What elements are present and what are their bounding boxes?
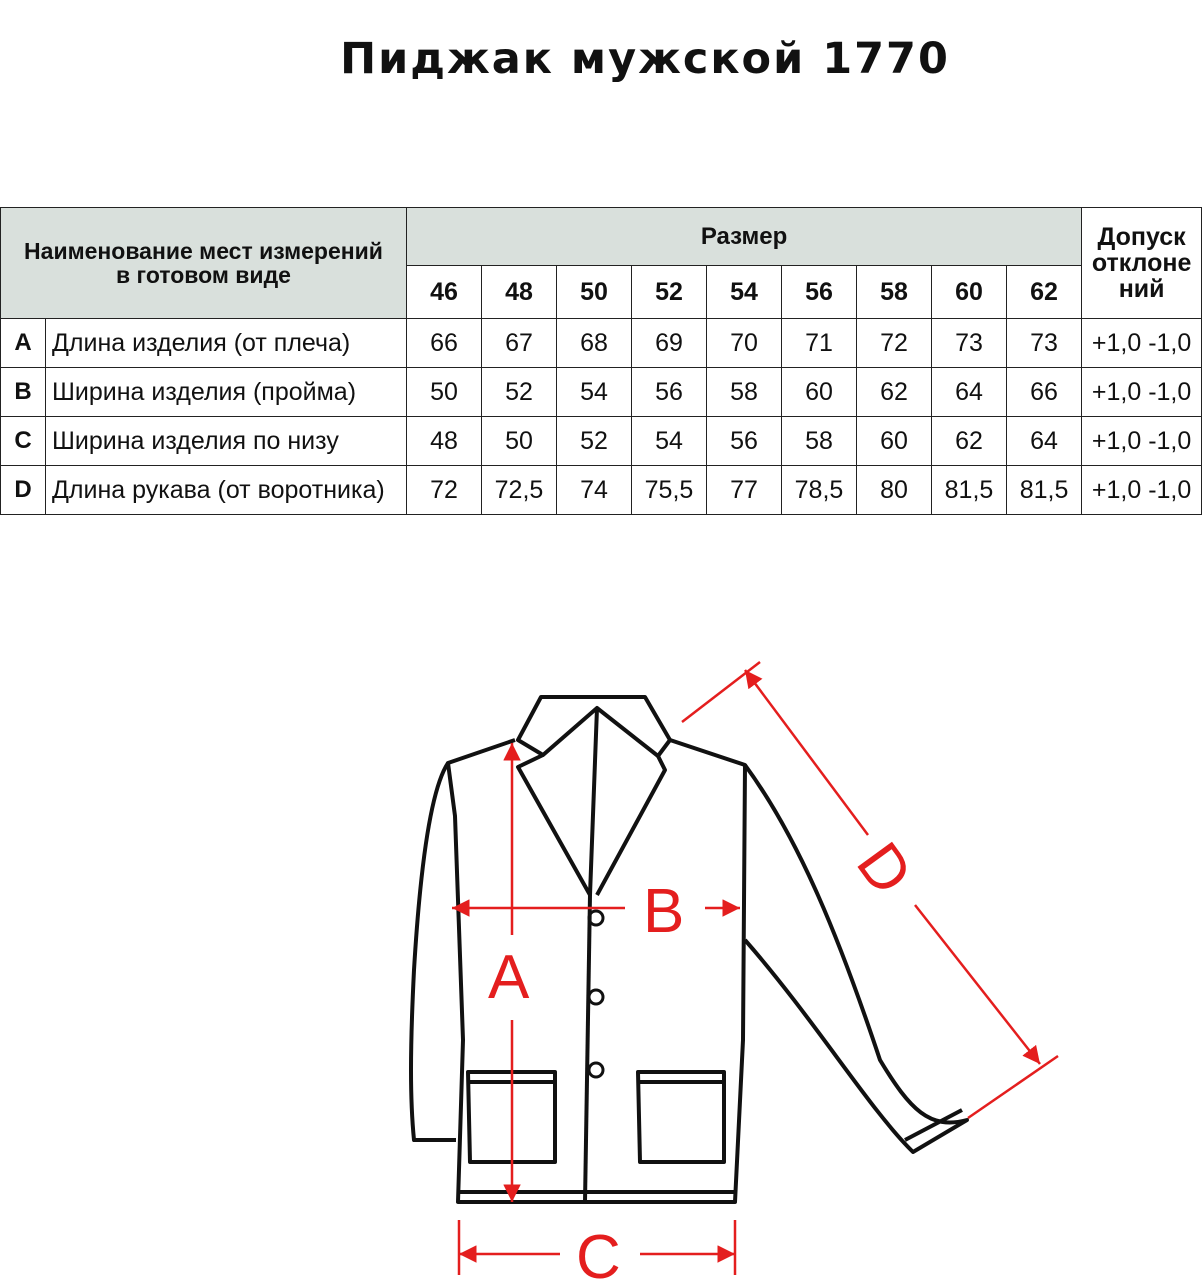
size-value-cell: 73 — [1007, 319, 1082, 368]
size-value-cell: 81,5 — [1007, 466, 1082, 515]
row-measurement-name: Ширина изделия (пройма) — [46, 368, 407, 417]
tolerance-cell: +1,0 -1,0 — [1082, 417, 1202, 466]
row-letter: D — [1, 466, 46, 515]
size-value-cell: 73 — [932, 319, 1007, 368]
right-lapel — [597, 756, 665, 895]
size-value-cell: 50 — [407, 368, 482, 417]
size-value-cell: 68 — [557, 319, 632, 368]
right-cuff-line — [905, 1110, 962, 1140]
measurement-labels — [488, 830, 925, 1280]
size-value-cell: 69 — [632, 319, 707, 368]
size-value-cell: 75,5 — [632, 466, 707, 515]
size-column-header: 46 — [407, 266, 482, 319]
row-letter: A — [1, 319, 46, 368]
table-row — [1, 319, 1202, 368]
measure-a-label: A — [488, 943, 530, 1012]
measure-d-tick-top — [682, 662, 760, 722]
tolerance-cell: +1,0 -1,0 — [1082, 368, 1202, 417]
size-value-cell: 74 — [557, 466, 632, 515]
size-value-cell: 54 — [557, 368, 632, 417]
tolerance-cell: +1,0 -1,0 — [1082, 466, 1202, 515]
left-sleeve-outline — [411, 763, 456, 1140]
table-row — [1, 466, 1202, 515]
size-value-cell: 80 — [857, 466, 932, 515]
front-placket — [585, 895, 590, 1202]
size-value-cell: 72,5 — [482, 466, 557, 515]
size-column-header: 62 — [1007, 266, 1082, 319]
size-value-cell: 62 — [932, 417, 1007, 466]
table-row — [1, 417, 1202, 466]
tolerance-cell: +1,0 -1,0 — [1082, 319, 1202, 368]
measure-d-label: D — [843, 830, 926, 908]
measurement-name-header-line1: Наименование мест измерений — [24, 237, 383, 264]
size-column-header: 54 — [707, 266, 782, 319]
measure-d-tick-bottom — [968, 1056, 1058, 1118]
size-column-header: 60 — [932, 266, 1007, 319]
tolerance-header-line3: ний — [1118, 275, 1165, 304]
size-value-cell: 78,5 — [782, 466, 857, 515]
row-measurement-name: Ширина изделия по низу — [46, 417, 407, 466]
size-value-cell: 66 — [407, 319, 482, 368]
size-value-cell: 72 — [857, 319, 932, 368]
size-value-cell: 67 — [482, 319, 557, 368]
row-letter: B — [1, 368, 46, 417]
size-header: Размер — [407, 208, 1082, 266]
measurement-name-header — [1, 208, 407, 319]
tolerance-header — [1082, 208, 1202, 319]
table-row — [1, 368, 1202, 417]
size-value-cell: 54 — [632, 417, 707, 466]
jacket-diagram — [0, 640, 1202, 1280]
row-measurement-name: Длина рукава (от воротника) — [46, 466, 407, 515]
size-value-cell: 60 — [782, 368, 857, 417]
size-value-cell: 64 — [932, 368, 1007, 417]
button-3 — [589, 1063, 603, 1077]
measure-c-label: C — [576, 1223, 621, 1280]
measure-b-label: B — [643, 877, 685, 946]
size-value-cell: 56 — [707, 417, 782, 466]
size-value-cell: 72 — [407, 466, 482, 515]
size-table — [0, 207, 1202, 515]
measurement-name-header-line2: в готовом виде — [116, 262, 291, 288]
row-measurement-name: Длина изделия (от плеча) — [46, 319, 407, 368]
size-value-cell: 64 — [1007, 417, 1082, 466]
size-value-cell: 52 — [557, 417, 632, 466]
right-sleeve-outline — [745, 765, 967, 1152]
size-column-header: 52 — [632, 266, 707, 319]
tolerance-header-line2: отклоне — [1091, 248, 1192, 277]
size-value-cell: 50 — [482, 417, 557, 466]
size-value-cell: 52 — [482, 368, 557, 417]
tolerance-header-line1: Допуск — [1097, 222, 1186, 251]
size-value-cell: 62 — [857, 368, 932, 417]
size-value-cell: 70 — [707, 319, 782, 368]
size-value-cell: 58 — [782, 417, 857, 466]
size-value-cell: 66 — [1007, 368, 1082, 417]
measure-d-line-bottom — [915, 905, 1040, 1064]
size-value-cell: 48 — [407, 417, 482, 466]
size-value-cell: 71 — [782, 319, 857, 368]
size-column-header: 48 — [482, 266, 557, 319]
row-letter: C — [1, 417, 46, 466]
size-value-cell: 58 — [707, 368, 782, 417]
right-pocket — [638, 1072, 724, 1162]
left-lapel — [518, 708, 597, 895]
measure-d-line-top — [745, 670, 868, 835]
size-value-cell: 77 — [707, 466, 782, 515]
size-value-cell: 81,5 — [932, 466, 1007, 515]
size-value-cell: 60 — [857, 417, 932, 466]
size-column-header: 50 — [557, 266, 632, 319]
size-column-header: 56 — [782, 266, 857, 319]
button-2 — [589, 990, 603, 1004]
size-column-header: 58 — [857, 266, 932, 319]
size-value-cell: 56 — [632, 368, 707, 417]
page-title: Пиджак мужской 1770 — [340, 34, 950, 84]
